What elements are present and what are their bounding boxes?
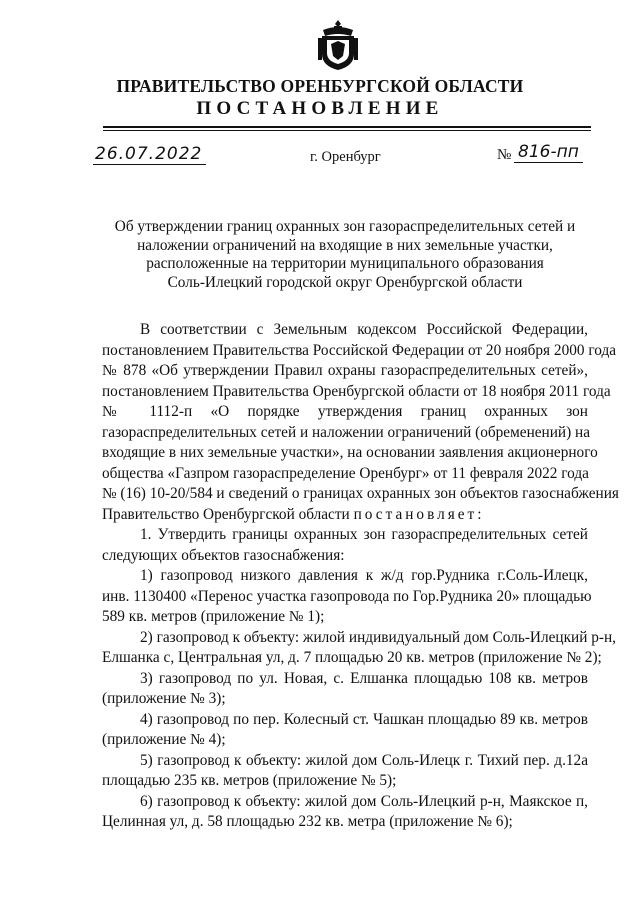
resolves-prefix: Правительство Оренбургской области: [102, 505, 350, 523]
list-item-line: Елшанка с, Центральная ул, д. 7 площадью 20 кв. метров (приложение № 2);: [102, 649, 602, 666]
document-date: 26.07.2022: [93, 144, 206, 165]
document-body: [102, 320, 619, 833]
list-item-line: 4) газопровод по пер. Колесный ст. Чашкан площадью 89 кв. метров: [140, 710, 588, 728]
subject-line: наложении ограничений на входящие в них земельные участки,: [137, 236, 553, 254]
subject-line: расположенные на территории муниципального образования: [146, 255, 544, 272]
subject-line: Соль-Илецкий городской округ Оренбургской области: [167, 273, 523, 291]
list-item-line: 3) газопровод по ул. Новая, с. Елшанка площадью 108 кв. метров: [140, 669, 588, 687]
list-item-line: площадью 235 кв. метров (приложение № 5);: [102, 772, 397, 789]
list-item-line: 589 кв. метров (приложение № 1);: [102, 608, 325, 625]
list-item-line: Целинная ул, д. 58 площадью 232 кв. метра (приложение № 6);: [102, 813, 513, 830]
document-type-title: ПОСТАНОВЛЕНИЕ: [196, 98, 444, 119]
body-line: входящие в них земельные участки», на основании заявления акционерного: [102, 444, 598, 461]
list-item-line: инв. 1130400 «Перенос участка газопровода по Гор.Рудника 20» площадью: [102, 587, 592, 605]
body-line: общества «Газпром газораспределение Оренбург» от 11 февраля 2022 года: [102, 464, 589, 482]
body-line: газораспределительных сетей и наложении ограничений (обременений) на: [102, 423, 590, 441]
resolves-word: постановляет:: [353, 505, 485, 523]
list-item-line: 5) газопровод к объекту: жилой дом Соль-Илецк г. Тихий пер. д.12а: [140, 751, 588, 769]
body-line: следующих объектов газоснабжения:: [102, 546, 345, 564]
body-line: В соответствии с Земельным кодексом Российской Федерации,: [140, 321, 588, 338]
document-city: г. Оренбург: [310, 149, 381, 165]
header-rule: [103, 126, 591, 128]
document-number: 816-пп: [514, 142, 583, 163]
header-rule-thin: [103, 130, 591, 131]
body-line: постановлением Правительства Российской Федерации от 20 ноября 2000 года: [102, 341, 617, 359]
government-title: ПРАВИТЕЛЬСТВО ОРЕНБУРГСКОЙ ОБЛАСТИ: [116, 76, 524, 96]
list-item-line: (приложение № 4);: [102, 731, 226, 748]
resolves-line: [102, 505, 588, 526]
document-subject: [110, 218, 580, 292]
list-item-line: 6) газопровод к объекту: жилой дом Соль-Илецкий р-н, Маякское п,: [140, 792, 588, 810]
body-line: 1. Утвердить границы охранных зон газораспределительных сетей: [140, 526, 588, 543]
body-line: постановлением Правительства Оренбургской области от 18 ноября 2011 года: [102, 382, 611, 400]
body-line: № 1112-п «О порядке утверждения границ охранных зон: [102, 403, 588, 420]
subject-line: Об утверждении границ охранных зон газораспределительных сетей и: [114, 218, 576, 235]
body-line: № (16) 10-20/584 и сведений о границах охранных зон объектов газоснабжения: [102, 485, 619, 502]
body-line: № 878 «Об утверждении Правил охраны газораспределительных сетей»,: [102, 362, 588, 379]
coat-of-arms-icon: [317, 18, 359, 70]
list-item-line: 2) газопровод к объекту: жилой индивидуальный дом Соль-Илецкий р-н,: [140, 628, 616, 646]
list-item-line: 1) газопровод низкого давления к ж/д гор.Рудника г.Соль-Илецк,: [140, 567, 588, 584]
document-number-label: №: [497, 147, 512, 163]
list-item-line: (приложение № 3);: [102, 690, 226, 707]
